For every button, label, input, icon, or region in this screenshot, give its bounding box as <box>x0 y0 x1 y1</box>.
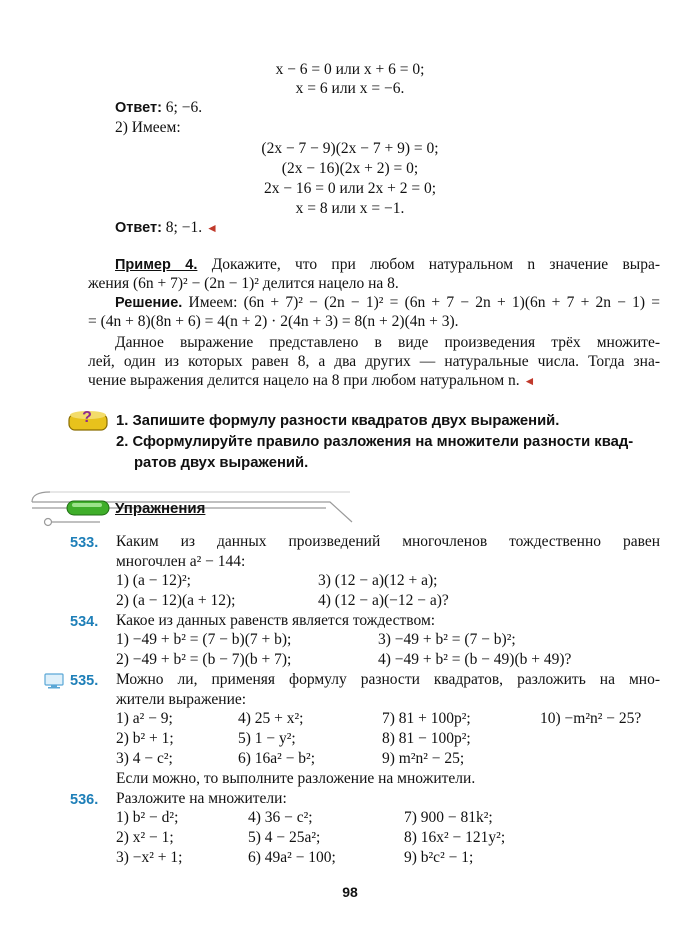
exercise-option: 1) a² − 9; <box>116 710 173 727</box>
question-text: Сформулируйте правило разложения на множители разности квад- <box>132 434 634 450</box>
question-item <box>116 434 633 450</box>
question-icon <box>68 404 108 437</box>
exercise-option: 7) 81 + 100p²; <box>382 710 471 727</box>
equation-line: x = 8 или x = −1. <box>295 200 405 217</box>
exercise-option: 6) 49a² − 100; <box>248 849 336 866</box>
solution-text: Имеем: (6n + 7)² − (2n − 1)² = (6n + 7 − 2n + 1)(6n + 7 + 2n − 1) = <box>188 294 660 311</box>
solution-line: = (4n + 8)(8n + 6) = 4(n + 2) · 2(4n + 3) = 8(n + 2)(4n + 3). <box>88 313 459 330</box>
equation-line: (2x − 7 − 9)(2x − 7 + 9) = 0; <box>261 140 439 157</box>
answer-line <box>115 219 218 237</box>
equation-line: (2x − 16)(2x + 2) = 0; <box>281 160 419 177</box>
exercise-option: 5) 1 − y²; <box>238 730 296 747</box>
exercises-title: Упражнения <box>115 500 206 517</box>
exercise-option: 4) 36 − c²; <box>248 809 313 826</box>
equation-line: x = 6 или x = −6. <box>295 80 405 97</box>
page-number: 98 <box>342 884 358 900</box>
exercise-number: 533. <box>70 535 99 551</box>
exercise-option: 5) 4 − 25a²; <box>248 829 321 846</box>
exercise-option: 3) −x² + 1; <box>116 849 183 866</box>
exercise-option: 6) 16a² − b²; <box>238 750 316 767</box>
exercise-option: 3) −49 + b² = (7 − b)²; <box>378 631 516 648</box>
paragraph-line <box>88 372 535 390</box>
exercise-option: 1) (a − 12)²; <box>116 572 191 589</box>
exercise-number: 536. <box>70 792 99 808</box>
exercise-text: жители выражение: <box>116 691 247 708</box>
answer-label: Ответ: <box>115 100 162 116</box>
exercise-text: Можно ли, применяя формулу разности квадратов, разложить на мно- <box>116 671 660 688</box>
paragraph-line: лей, один из которых равен 8, а два других — натуральные числа. Тогда зна- <box>88 353 660 370</box>
exercise-number: 534. <box>70 614 99 630</box>
question-number: 1. <box>116 413 129 429</box>
exercise-option: 7) 900 − 81k²; <box>404 809 493 826</box>
answer-label: Ответ: <box>115 220 162 236</box>
exercise-option: 1) b² − d²; <box>116 809 179 826</box>
exercise-option: 2) (a − 12)(a + 12); <box>116 592 236 609</box>
exercise-option: 2) b² + 1; <box>116 730 174 747</box>
case-label: 2) Имеем: <box>115 119 181 136</box>
example-label: Пример 4. <box>115 257 198 273</box>
exercise-option: 1) −49 + b² = (7 − b)(7 + b); <box>116 631 292 648</box>
question-text: ратов двух выражений. <box>134 455 309 471</box>
question-number: 2. <box>116 434 129 450</box>
paragraph-text: чение выражения делится нацело на 8 при любом натуральном n. <box>88 372 520 389</box>
exercise-option: 9) b²c² − 1; <box>404 849 474 866</box>
end-mark-icon: ◄ <box>523 374 536 388</box>
exercise-option: 8) 16x² − 121y²; <box>404 829 506 846</box>
exercise-option: 3) (12 − a)(12 + a); <box>318 572 438 589</box>
exercise-text: Разложите на множители: <box>116 790 287 807</box>
question-item <box>116 413 559 429</box>
example-text: Докажите, что при любом натуральном n значение выра- <box>211 256 661 273</box>
computer-icon <box>44 673 64 694</box>
example-line: жения (6n + 7)² − (2n − 1)² делится нацело на 8. <box>88 275 399 292</box>
exercise-text: Какое из данных равенств является тождеством: <box>116 612 436 629</box>
exercise-option: 2) x² − 1; <box>116 829 174 846</box>
exercise-text: многочлен a² − 144: <box>116 553 246 570</box>
svg-text:?: ? <box>82 409 92 426</box>
green-pill-icon <box>66 500 110 521</box>
solution-line <box>115 294 660 312</box>
equation-line: 2x − 16 = 0 или 2x + 2 = 0; <box>263 180 437 197</box>
answer-value: 8; −1. <box>161 219 203 236</box>
answer-value: 6; −6. <box>161 99 203 116</box>
exercise-text: Каким из данных произведений многочленов тождественно равен <box>116 533 660 550</box>
exercise-option: 4) (12 − a)(−12 − a)? <box>318 592 449 609</box>
equation-line: x − 6 = 0 или x + 6 = 0; <box>275 61 425 78</box>
question-text: Запишите формулу разности квадратов двух выражений. <box>132 413 560 429</box>
exercise-option: 4) 25 + x²; <box>238 710 304 727</box>
exercise-text: Если можно, то выполните разложение на множители. <box>116 770 476 787</box>
exercise-option: 8) 81 − 100p²; <box>382 730 471 747</box>
exercise-option: 10) −m²n² − 25? <box>540 710 642 727</box>
exercise-option: 4) −49 + b² = (b − 49)(b + 49)? <box>378 651 572 668</box>
exercise-number: 535. <box>70 673 99 689</box>
example-line <box>115 256 660 274</box>
end-mark-icon: ◄ <box>205 221 218 235</box>
solution-label: Решение. <box>115 295 183 311</box>
paragraph-line: Данное выражение представлено в виде произведения трёх множите- <box>115 334 660 351</box>
exercise-option: 3) 4 − c²; <box>116 750 173 767</box>
exercise-option: 2) −49 + b² = (b − 7)(b + 7); <box>116 651 292 668</box>
answer-line <box>115 99 202 117</box>
exercise-option: 9) m²n² − 25; <box>382 750 465 767</box>
